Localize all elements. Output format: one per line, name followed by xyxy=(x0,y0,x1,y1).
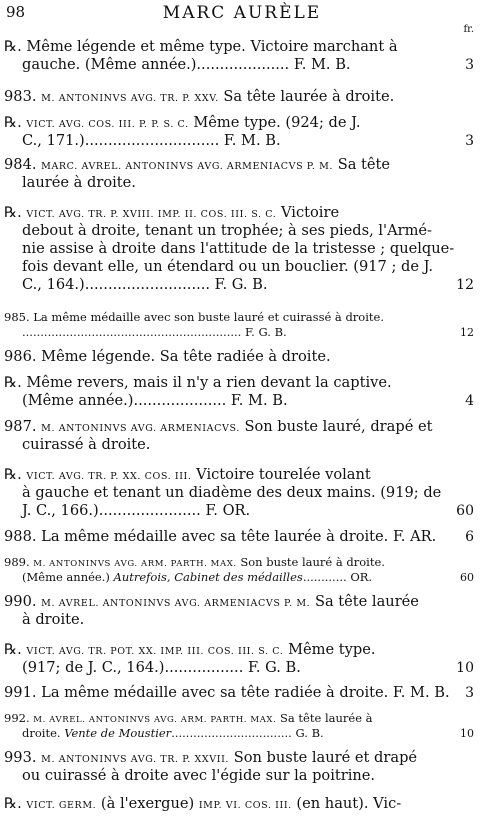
entry-text xyxy=(4,684,450,702)
entry-line xyxy=(0,593,484,611)
coin-legend: M. ANTONINVS AVG. TR. P. XXV. xyxy=(41,93,219,104)
price-value: 3 xyxy=(465,133,474,149)
entry-text xyxy=(4,641,376,661)
entry-text xyxy=(4,749,417,769)
text-segment: (Même année.) xyxy=(22,570,114,584)
text-segment: ℞. xyxy=(4,795,27,812)
text-segment: droite. xyxy=(22,726,65,740)
text-segment: 988. La même médaille avec sa tête laurée à droite. F. AR. xyxy=(4,528,437,545)
text-segment: ℞. Même revers, mais il n'y a rien devant la captive. xyxy=(4,374,392,391)
page-header xyxy=(0,3,484,27)
text-segment: (Même année.).................... F. M. B. xyxy=(22,392,288,409)
entry-line xyxy=(0,749,484,767)
coin-legend: VICT. AVG. TR. P. XVIII. IMP. II. COS. III. S. C. xyxy=(26,209,277,220)
entry-line xyxy=(0,528,484,546)
entry-line xyxy=(0,38,484,56)
entry-line xyxy=(0,726,484,741)
entry-line xyxy=(0,711,484,726)
entry-text xyxy=(22,659,301,677)
text-segment: ℞. xyxy=(4,466,27,483)
price-value: 60 xyxy=(460,571,474,584)
entry-line xyxy=(0,258,484,276)
entry-text xyxy=(22,767,375,785)
text-segment: ............ OR. xyxy=(302,570,373,584)
price-value: 10 xyxy=(456,660,474,676)
entry-text xyxy=(4,528,436,546)
text-segment: Sa tête laurée xyxy=(310,593,419,610)
catalog-entry xyxy=(0,528,484,546)
entry-text xyxy=(22,570,372,585)
catalog-entry xyxy=(0,466,484,520)
page-number: 98 xyxy=(6,3,26,21)
text-segment: Sa tête laurée à droite. xyxy=(218,88,395,105)
provenance-note: Autrefois, Cabinet des médailles xyxy=(113,570,303,584)
catalog-entry xyxy=(0,88,484,106)
price-value: 12 xyxy=(456,277,474,293)
catalog-entry xyxy=(0,641,484,677)
text-segment: (à l'exergue) xyxy=(96,795,199,812)
entry-line xyxy=(0,767,484,785)
entry-line xyxy=(0,484,484,502)
entry-text xyxy=(4,795,401,815)
text-segment: debout à droite, tenant un trophée; à ses pieds, l'Armé- xyxy=(22,222,432,239)
coin-legend: VICT. AVG. TR. P. XX. COS. III. xyxy=(26,471,192,482)
entry-text xyxy=(22,132,281,150)
text-segment: gauche. (Même année.).................... xyxy=(22,56,294,73)
price-value: 6 xyxy=(465,529,474,545)
text-segment: 993. xyxy=(4,749,42,766)
entry-text xyxy=(4,466,371,486)
catalog-entry xyxy=(0,38,484,74)
entry-line xyxy=(0,570,484,585)
entry-line xyxy=(0,222,484,240)
entry-text xyxy=(4,374,392,392)
entry-line xyxy=(0,174,484,192)
catalog-entry xyxy=(0,749,484,785)
text-segment: Son buste lauré et drapé xyxy=(229,749,418,766)
entry-line xyxy=(0,240,484,258)
entry-line xyxy=(0,392,484,410)
price-value: 10 xyxy=(460,727,474,740)
text-segment: (917; de J. C., 164.)................. F. G. B. xyxy=(22,659,301,676)
price-value: 12 xyxy=(460,326,474,339)
entry-text xyxy=(4,310,384,325)
column-label: fr. xyxy=(463,24,474,35)
catalog-entry xyxy=(0,711,484,741)
entry-text xyxy=(22,436,150,454)
entry-line xyxy=(0,276,484,294)
coin-legend: IMP. VI. COS. III. xyxy=(198,800,292,811)
text-segment: à droite. xyxy=(22,611,85,628)
text-segment: ℞. xyxy=(4,204,27,221)
text-segment: Son buste lauré à droite. xyxy=(236,555,385,569)
entry-text xyxy=(4,418,432,438)
provenance-note: Vente de Moustier xyxy=(64,726,172,740)
text-segment: Victoire xyxy=(276,204,340,221)
entry-text xyxy=(22,325,287,340)
entry-line xyxy=(0,611,484,629)
entry-line xyxy=(0,156,484,174)
entry-text xyxy=(22,222,432,240)
text-segment: Sa tête xyxy=(333,156,391,173)
entry-text xyxy=(4,156,390,176)
text-segment: 986. Même légende. Sa tête radiée à droite. xyxy=(4,348,331,365)
coin-legend: M. ANTONINVS AVG. ARMENIACVS. xyxy=(41,423,240,434)
entry-line xyxy=(0,348,484,366)
catalog-entry xyxy=(0,418,484,454)
entry-text xyxy=(4,88,394,108)
text-segment: F. M. B. xyxy=(293,56,351,73)
catalog-entry xyxy=(0,114,484,150)
text-segment: 987. xyxy=(4,418,42,435)
entry-text xyxy=(22,392,288,410)
entry-line xyxy=(0,684,484,702)
entry-line xyxy=(0,204,484,222)
text-segment: à gauche et tenant un diadème des deux mains. (919; de xyxy=(22,484,442,501)
text-segment: Sa tête laurée à xyxy=(276,711,373,725)
entry-text xyxy=(4,204,339,224)
entry-text xyxy=(22,174,136,192)
entry-line xyxy=(0,132,484,150)
text-segment: Son buste lauré, drapé et xyxy=(239,418,433,435)
text-segment: J. C., 166.)...................... F. OR. xyxy=(22,502,251,519)
entry-line xyxy=(0,659,484,677)
entry-line xyxy=(0,555,484,570)
catalog-entry xyxy=(0,348,484,366)
text-segment: C., 164.)........................... F. G. B. xyxy=(22,276,268,293)
text-segment: fois devant elle, un étendard ou un bouclier. (917 ; de J. xyxy=(22,258,433,275)
text-segment: Victoire tourelée volant xyxy=(191,466,371,483)
text-segment: C., 171.)............................. F. M. B. xyxy=(22,132,281,149)
text-segment: 989. xyxy=(4,555,34,569)
price-value: 3 xyxy=(465,57,474,73)
text-segment: 992. xyxy=(4,711,34,725)
entry-text xyxy=(22,502,250,520)
entry-text xyxy=(4,348,331,366)
catalog-entry xyxy=(0,156,484,192)
text-segment: ................................. G. B. xyxy=(171,726,324,740)
text-segment: ............................................................ F. G. B. xyxy=(22,325,287,339)
entry-text xyxy=(22,258,433,276)
text-segment: (en haut). Vic- xyxy=(291,795,402,812)
coin-legend: MARC. AVREL. ANTONINVS AVG. ARMENIACVS P. M. xyxy=(41,161,334,172)
page-title: MARC AURÈLE xyxy=(162,3,322,23)
entry-line xyxy=(0,641,484,659)
text-segment: cuirassé à droite. xyxy=(22,436,151,453)
entry-line xyxy=(0,795,484,813)
catalog-entry xyxy=(0,310,484,340)
coin-legend: M. AVREL. ANTONINVS AVG. ARM. PARTH. MAX. xyxy=(33,715,277,725)
text-segment: 990. xyxy=(4,593,42,610)
entry-text xyxy=(22,240,454,258)
price-value: 3 xyxy=(465,685,474,701)
coin-legend: VICT. GERM. xyxy=(26,800,97,811)
coin-legend: M. ANTONINVS AVG. TR. P. XXVII. xyxy=(41,754,230,765)
text-segment: laurée à droite. xyxy=(22,174,136,191)
entry-text xyxy=(4,114,361,134)
catalog-entry xyxy=(0,204,484,294)
price-value: 60 xyxy=(456,503,474,519)
text-segment: Même type. (924; de J. xyxy=(188,114,361,131)
entry-line xyxy=(0,374,484,392)
entry-line xyxy=(0,436,484,454)
text-segment: Même type. xyxy=(283,641,376,658)
price-value: 4 xyxy=(465,393,474,409)
text-segment: 983. xyxy=(4,88,42,105)
text-segment: nie assise à droite dans l'attitude de la tristesse ; quelque- xyxy=(22,240,455,257)
entry-text xyxy=(22,484,441,502)
entry-text xyxy=(22,56,351,74)
coin-legend: VICT. AVG. COS. III. P. P. S. C. xyxy=(26,119,189,130)
coin-legend: VICT. AVG. TR. POT. XX. IMP. III. COS. III. S. C. xyxy=(26,646,284,657)
entry-text xyxy=(22,726,324,741)
entry-line xyxy=(0,56,484,74)
entry-line xyxy=(0,88,484,106)
entry-line xyxy=(0,310,484,325)
entry-text xyxy=(4,593,419,613)
text-segment: ou cuirassé à droite avec l'égide sur la poitrine. xyxy=(22,767,376,784)
coin-legend: M. ANTONINVS AVG. ARM. PARTH. MAX. xyxy=(33,559,237,569)
entry-text xyxy=(22,611,84,629)
entry-line xyxy=(0,502,484,520)
catalog-entry xyxy=(0,795,484,813)
text-segment: 984. xyxy=(4,156,42,173)
entry-line xyxy=(0,466,484,484)
text-segment: 991. La même médaille avec sa tête radiée à droite. F. M. B. xyxy=(4,684,450,701)
entry-text xyxy=(22,276,268,294)
catalog-entry xyxy=(0,374,484,410)
entry-text xyxy=(4,38,398,56)
text-segment: ℞. xyxy=(4,641,27,658)
catalog-entry xyxy=(0,593,484,629)
text-segment: ℞. xyxy=(4,114,27,131)
text-segment: 985. La même médaille avec son buste lauré et cuirassé à droite. xyxy=(4,310,384,324)
entry-line xyxy=(0,325,484,340)
catalog-entry xyxy=(0,555,484,585)
text-segment: ℞. Même légende et même type. Victoire marchant à xyxy=(4,38,398,55)
entry-line xyxy=(0,418,484,436)
catalog-entry xyxy=(0,684,484,702)
entry-line xyxy=(0,114,484,132)
coin-legend: M. AVREL. ANTONINVS AVG. ARMENIACVS P. M. xyxy=(41,598,311,609)
